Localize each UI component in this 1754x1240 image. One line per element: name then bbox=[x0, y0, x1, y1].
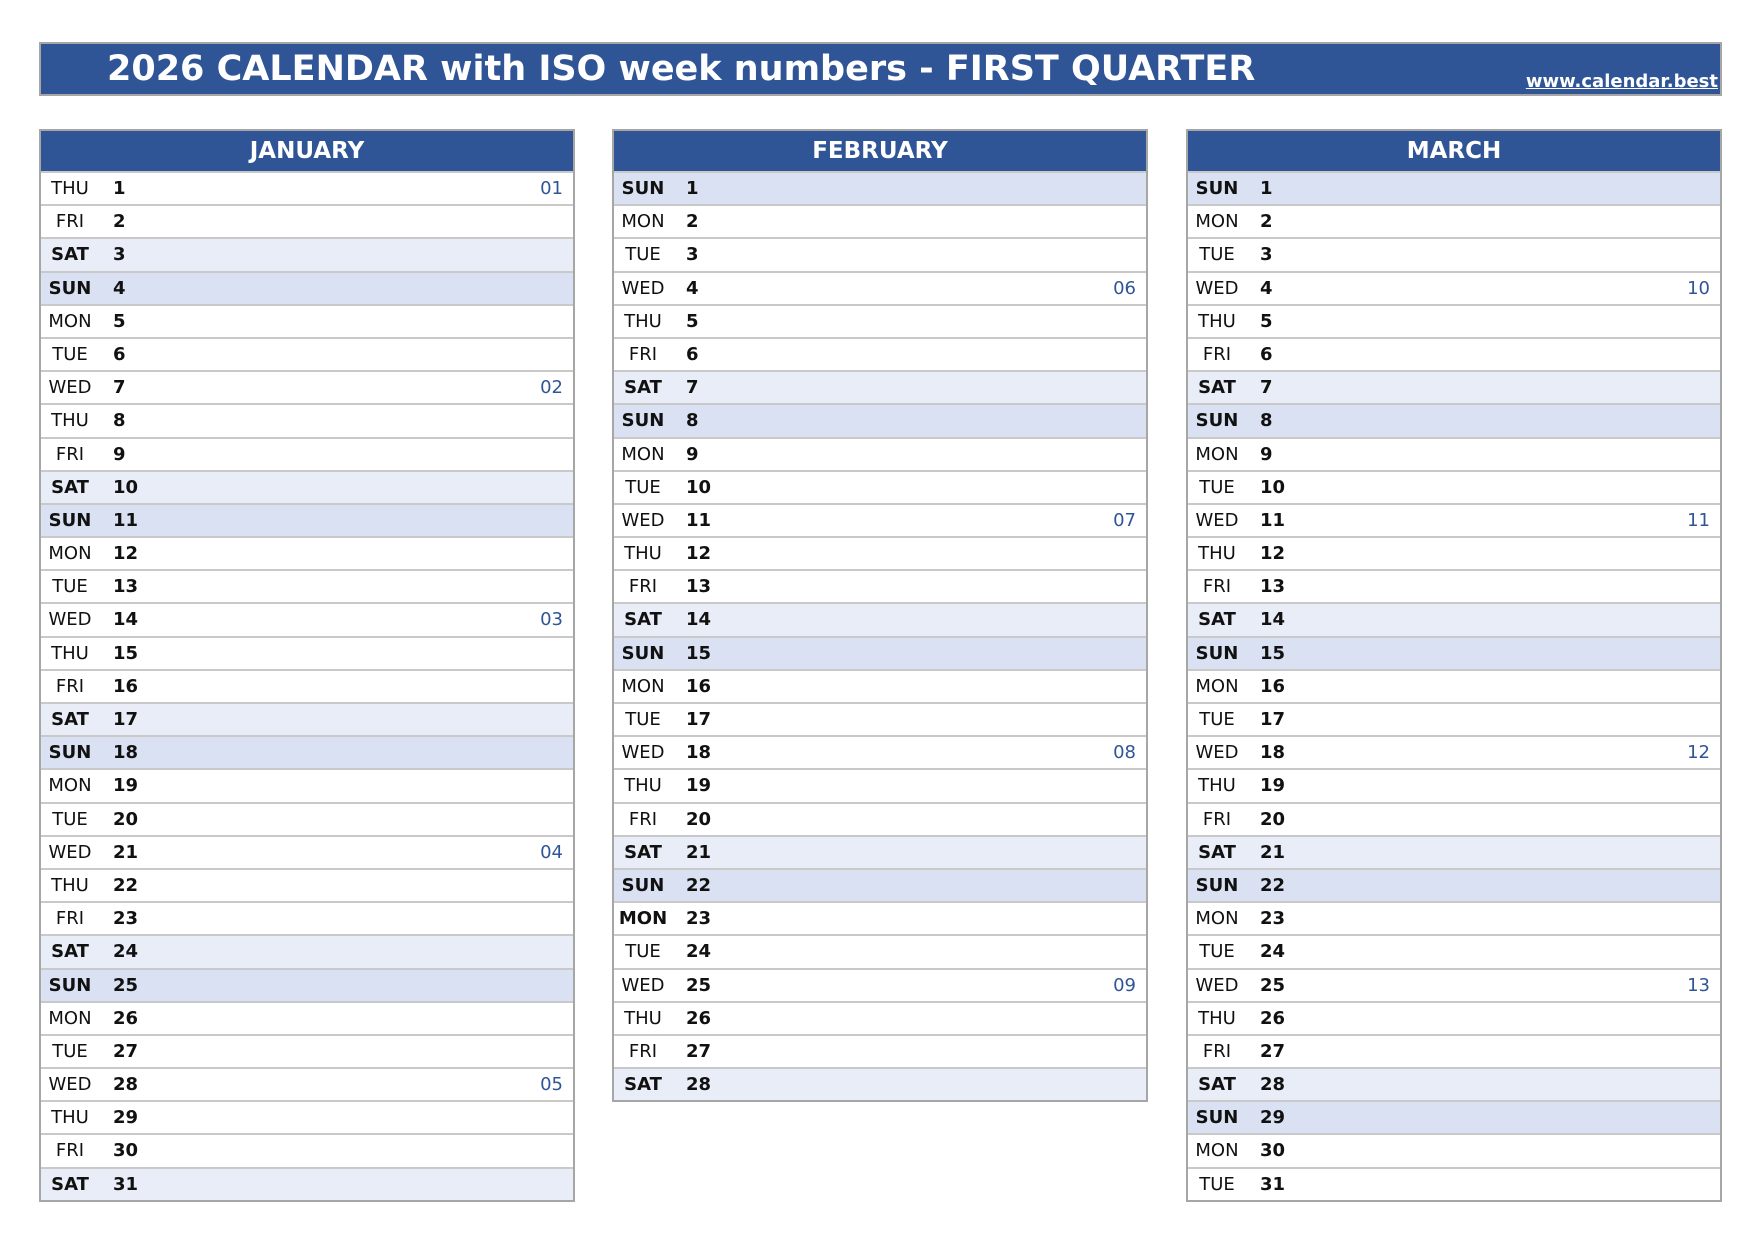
day-row bbox=[614, 968, 1146, 1001]
day-number: 21 bbox=[686, 841, 712, 863]
day-row bbox=[1188, 934, 1720, 967]
day-of-week: SUN bbox=[621, 642, 665, 664]
iso-week-number: 07 bbox=[1113, 509, 1136, 531]
day-of-week: SAT bbox=[624, 1074, 662, 1096]
day-row bbox=[41, 669, 573, 702]
day-row bbox=[1188, 1001, 1720, 1034]
day-number: 12 bbox=[686, 543, 712, 565]
day-row bbox=[41, 171, 573, 204]
day-row bbox=[41, 204, 573, 237]
day-number: 8 bbox=[113, 410, 126, 432]
day-row bbox=[1188, 370, 1720, 403]
day-number: 10 bbox=[686, 476, 712, 498]
day-row bbox=[1188, 768, 1720, 801]
day-row bbox=[1188, 403, 1720, 436]
day-number: 15 bbox=[1260, 642, 1286, 664]
day-row bbox=[614, 768, 1146, 801]
day-number: 7 bbox=[686, 377, 699, 399]
day-of-week: TUE bbox=[625, 244, 661, 266]
day-of-week: THU bbox=[624, 310, 662, 332]
day-of-week: WED bbox=[1195, 277, 1239, 299]
day-number: 6 bbox=[113, 343, 126, 365]
day-number: 29 bbox=[1260, 1107, 1286, 1129]
day-of-week: SAT bbox=[1198, 1074, 1236, 1096]
day-of-week: THU bbox=[51, 642, 89, 664]
day-number: 1 bbox=[113, 178, 126, 199]
day-row bbox=[614, 370, 1146, 403]
day-of-week: SAT bbox=[51, 941, 89, 963]
day-row bbox=[614, 1067, 1146, 1100]
day-number: 17 bbox=[113, 709, 139, 730]
day-number: 8 bbox=[1260, 410, 1273, 432]
day-row bbox=[614, 835, 1146, 868]
day-number: 24 bbox=[686, 941, 712, 963]
day-of-week: THU bbox=[51, 410, 89, 432]
day-of-week: THU bbox=[51, 178, 89, 199]
day-of-week: FRI bbox=[628, 576, 658, 598]
day-row bbox=[614, 503, 1146, 536]
day-of-week: TUE bbox=[1199, 476, 1235, 498]
day-number: 20 bbox=[113, 808, 139, 830]
day-number: 4 bbox=[1260, 277, 1273, 299]
day-of-week: TUE bbox=[625, 941, 661, 963]
day-row bbox=[1188, 470, 1720, 503]
day-number: 18 bbox=[1260, 742, 1286, 764]
day-row bbox=[1188, 503, 1720, 536]
day-of-week: THU bbox=[51, 874, 89, 896]
day-number: 28 bbox=[113, 1074, 139, 1096]
day-of-week: FRI bbox=[628, 808, 658, 830]
day-number: 21 bbox=[1260, 841, 1286, 863]
day-of-week: TUE bbox=[1199, 941, 1235, 963]
day-number: 16 bbox=[686, 675, 712, 697]
day-of-week: MON bbox=[621, 211, 665, 233]
day-number: 24 bbox=[1260, 941, 1286, 963]
day-of-week: THU bbox=[1198, 543, 1236, 565]
day-list bbox=[614, 171, 1146, 1100]
day-row bbox=[1188, 901, 1720, 934]
day-of-week: MON bbox=[48, 543, 92, 565]
day-of-week: WED bbox=[1195, 509, 1239, 531]
day-row bbox=[614, 337, 1146, 370]
day-of-week: MON bbox=[621, 675, 665, 697]
day-row bbox=[1188, 868, 1720, 901]
day-number: 22 bbox=[1260, 874, 1286, 896]
day-of-week: WED bbox=[1195, 974, 1239, 996]
day-row bbox=[614, 403, 1146, 436]
day-row bbox=[41, 304, 573, 337]
day-row bbox=[1188, 204, 1720, 237]
day-of-week: FRI bbox=[55, 1140, 85, 1162]
day-row bbox=[614, 1001, 1146, 1034]
day-row bbox=[1188, 271, 1720, 304]
day-number: 26 bbox=[1260, 1007, 1286, 1029]
day-number: 23 bbox=[113, 908, 139, 930]
day-number: 6 bbox=[1260, 343, 1273, 365]
day-of-week: SAT bbox=[51, 1173, 89, 1195]
day-row bbox=[1188, 669, 1720, 702]
day-of-week: WED bbox=[621, 742, 665, 764]
day-number: 9 bbox=[1260, 443, 1273, 465]
day-number: 10 bbox=[113, 476, 139, 498]
day-of-week: SAT bbox=[51, 476, 89, 498]
day-number: 18 bbox=[113, 742, 139, 764]
day-number: 19 bbox=[1260, 775, 1286, 797]
day-number: 15 bbox=[686, 642, 712, 664]
day-number: 31 bbox=[1260, 1173, 1286, 1195]
day-of-week: SAT bbox=[624, 841, 662, 863]
day-of-week: SAT bbox=[1198, 609, 1236, 631]
day-row bbox=[614, 204, 1146, 237]
day-number: 14 bbox=[113, 609, 139, 631]
day-number: 19 bbox=[686, 775, 712, 797]
day-number: 5 bbox=[113, 310, 126, 332]
day-of-week: TUE bbox=[52, 343, 88, 365]
day-number: 21 bbox=[113, 841, 139, 863]
day-row bbox=[614, 735, 1146, 768]
day-number: 13 bbox=[1260, 576, 1286, 598]
day-of-week: MON bbox=[1195, 908, 1239, 930]
day-list bbox=[1188, 171, 1720, 1200]
day-number: 12 bbox=[113, 543, 139, 565]
day-of-week: WED bbox=[621, 277, 665, 299]
month-march bbox=[1186, 129, 1722, 1202]
day-row bbox=[614, 536, 1146, 569]
day-row bbox=[41, 868, 573, 901]
day-list bbox=[41, 171, 573, 1200]
day-row bbox=[1188, 1067, 1720, 1100]
day-of-week: SUN bbox=[48, 277, 92, 299]
day-number: 2 bbox=[113, 211, 126, 233]
iso-week-number: 02 bbox=[540, 377, 563, 399]
day-of-week: FRI bbox=[55, 211, 85, 233]
day-of-week: SUN bbox=[1195, 178, 1239, 199]
month-february bbox=[612, 129, 1148, 1102]
day-row bbox=[41, 1001, 573, 1034]
day-number: 15 bbox=[113, 642, 139, 664]
day-row bbox=[614, 602, 1146, 635]
day-of-week: TUE bbox=[625, 709, 661, 730]
day-of-week: SAT bbox=[51, 709, 89, 730]
day-of-week: SUN bbox=[1195, 410, 1239, 432]
day-row bbox=[614, 934, 1146, 967]
day-number: 8 bbox=[686, 410, 699, 432]
day-of-week: MON bbox=[618, 908, 668, 930]
page-title: 2026 CALENDAR with ISO week numbers - FIRST QUARTER bbox=[107, 49, 1256, 89]
day-of-week: TUE bbox=[52, 808, 88, 830]
day-row bbox=[1188, 237, 1720, 270]
day-row bbox=[1188, 437, 1720, 470]
iso-week-number: 05 bbox=[540, 1074, 563, 1096]
day-of-week: FRI bbox=[55, 675, 85, 697]
day-number: 1 bbox=[686, 178, 699, 199]
day-row bbox=[41, 503, 573, 536]
iso-week-number: 12 bbox=[1687, 742, 1710, 764]
day-of-week: WED bbox=[621, 509, 665, 531]
day-of-week: WED bbox=[1195, 742, 1239, 764]
day-row bbox=[1188, 536, 1720, 569]
day-of-week: THU bbox=[624, 775, 662, 797]
day-number: 3 bbox=[113, 244, 126, 266]
day-number: 26 bbox=[686, 1007, 712, 1029]
day-of-week: WED bbox=[48, 1074, 92, 1096]
day-row bbox=[614, 868, 1146, 901]
day-number: 4 bbox=[113, 277, 126, 299]
day-of-week: FRI bbox=[55, 908, 85, 930]
day-row bbox=[614, 669, 1146, 702]
day-number: 25 bbox=[686, 974, 712, 996]
day-number: 17 bbox=[686, 709, 712, 730]
day-number: 25 bbox=[1260, 974, 1286, 996]
day-of-week: FRI bbox=[1202, 343, 1232, 365]
day-row bbox=[41, 702, 573, 735]
day-row bbox=[614, 304, 1146, 337]
day-row bbox=[614, 1034, 1146, 1067]
day-of-week: FRI bbox=[628, 1040, 658, 1062]
day-number: 27 bbox=[1260, 1040, 1286, 1062]
day-of-week: WED bbox=[48, 841, 92, 863]
day-row bbox=[614, 470, 1146, 503]
day-number: 2 bbox=[686, 211, 699, 233]
month-header: FEBRUARY bbox=[614, 131, 1146, 171]
iso-week-number: 04 bbox=[540, 841, 563, 863]
day-row bbox=[1188, 304, 1720, 337]
day-number: 5 bbox=[1260, 310, 1273, 332]
day-number: 11 bbox=[1260, 509, 1286, 531]
day-number: 28 bbox=[1260, 1074, 1286, 1096]
day-number: 22 bbox=[113, 874, 139, 896]
day-row bbox=[614, 437, 1146, 470]
day-of-week: MON bbox=[1195, 211, 1239, 233]
day-of-week: THU bbox=[51, 1107, 89, 1129]
day-row bbox=[41, 237, 573, 270]
day-of-week: SUN bbox=[1195, 642, 1239, 664]
day-of-week: MON bbox=[48, 310, 92, 332]
day-number: 4 bbox=[686, 277, 699, 299]
iso-week-number: 08 bbox=[1113, 742, 1136, 764]
iso-week-number: 06 bbox=[1113, 277, 1136, 299]
iso-week-number: 11 bbox=[1687, 509, 1710, 531]
day-row bbox=[41, 403, 573, 436]
day-row bbox=[41, 934, 573, 967]
day-of-week: SUN bbox=[621, 874, 665, 896]
day-of-week: SAT bbox=[51, 244, 89, 266]
day-of-week: FRI bbox=[55, 443, 85, 465]
day-row bbox=[41, 1067, 573, 1100]
day-of-week: TUE bbox=[1199, 1173, 1235, 1195]
day-row bbox=[614, 702, 1146, 735]
day-of-week: MON bbox=[48, 775, 92, 797]
day-of-week: MON bbox=[1195, 443, 1239, 465]
day-row bbox=[41, 569, 573, 602]
day-of-week: SAT bbox=[624, 377, 662, 399]
day-number: 11 bbox=[686, 509, 712, 531]
day-number: 13 bbox=[686, 576, 712, 598]
day-of-week: MON bbox=[48, 1007, 92, 1029]
day-row bbox=[1188, 602, 1720, 635]
day-of-week: MON bbox=[1195, 1140, 1239, 1162]
month-header: MARCH bbox=[1188, 131, 1720, 171]
day-number: 12 bbox=[1260, 543, 1286, 565]
day-number: 5 bbox=[686, 310, 699, 332]
day-number: 20 bbox=[1260, 808, 1286, 830]
day-number: 9 bbox=[113, 443, 126, 465]
day-of-week: FRI bbox=[1202, 576, 1232, 598]
day-of-week: SUN bbox=[48, 742, 92, 764]
day-of-week: TUE bbox=[1199, 244, 1235, 266]
day-row bbox=[41, 437, 573, 470]
day-number: 22 bbox=[686, 874, 712, 896]
day-number: 31 bbox=[113, 1173, 139, 1195]
day-of-week: FRI bbox=[628, 343, 658, 365]
day-row bbox=[1188, 1167, 1720, 1200]
iso-week-number: 01 bbox=[540, 178, 563, 199]
day-number: 16 bbox=[113, 675, 139, 697]
day-row bbox=[614, 802, 1146, 835]
day-row bbox=[1188, 802, 1720, 835]
day-row bbox=[41, 636, 573, 669]
day-of-week: WED bbox=[48, 377, 92, 399]
day-row bbox=[41, 802, 573, 835]
day-row bbox=[614, 636, 1146, 669]
day-row bbox=[614, 569, 1146, 602]
day-number: 7 bbox=[113, 377, 126, 399]
day-number: 10 bbox=[1260, 476, 1286, 498]
day-row bbox=[41, 337, 573, 370]
day-of-week: SAT bbox=[1198, 377, 1236, 399]
day-row bbox=[41, 1133, 573, 1166]
day-of-week: WED bbox=[621, 974, 665, 996]
day-row bbox=[41, 768, 573, 801]
day-row bbox=[1188, 569, 1720, 602]
day-number: 30 bbox=[113, 1140, 139, 1162]
day-row bbox=[1188, 835, 1720, 868]
iso-week-number: 10 bbox=[1687, 277, 1710, 299]
day-row bbox=[41, 602, 573, 635]
day-number: 29 bbox=[113, 1107, 139, 1129]
day-number: 19 bbox=[113, 775, 139, 797]
day-row bbox=[1188, 1034, 1720, 1067]
day-number: 23 bbox=[686, 908, 712, 930]
day-row bbox=[1188, 735, 1720, 768]
month-january bbox=[39, 129, 575, 1202]
day-of-week: TUE bbox=[52, 1040, 88, 1062]
day-row bbox=[1188, 702, 1720, 735]
day-row bbox=[614, 901, 1146, 934]
day-row bbox=[614, 271, 1146, 304]
day-of-week: MON bbox=[621, 443, 665, 465]
day-row bbox=[41, 370, 573, 403]
day-of-week: SUN bbox=[621, 178, 665, 199]
day-row bbox=[1188, 968, 1720, 1001]
day-row bbox=[1188, 337, 1720, 370]
day-number: 14 bbox=[1260, 609, 1286, 631]
day-number: 1 bbox=[1260, 178, 1273, 199]
day-of-week: THU bbox=[624, 543, 662, 565]
day-row bbox=[41, 1167, 573, 1200]
day-row bbox=[41, 835, 573, 868]
day-row bbox=[614, 237, 1146, 270]
day-of-week: SAT bbox=[1198, 841, 1236, 863]
day-number: 16 bbox=[1260, 675, 1286, 697]
day-of-week: FRI bbox=[1202, 808, 1232, 830]
day-number: 30 bbox=[1260, 1140, 1286, 1162]
iso-week-number: 09 bbox=[1113, 974, 1136, 996]
day-of-week: SUN bbox=[1195, 874, 1239, 896]
day-number: 17 bbox=[1260, 709, 1286, 730]
day-row bbox=[41, 470, 573, 503]
day-of-week: THU bbox=[1198, 310, 1236, 332]
day-row bbox=[41, 271, 573, 304]
day-row bbox=[41, 536, 573, 569]
day-of-week: TUE bbox=[625, 476, 661, 498]
day-number: 11 bbox=[113, 509, 139, 531]
day-of-week: MON bbox=[1195, 675, 1239, 697]
day-number: 14 bbox=[686, 609, 712, 631]
iso-week-number: 03 bbox=[540, 609, 563, 631]
website-link[interactable]: www.calendar.best bbox=[1525, 71, 1718, 92]
day-number: 28 bbox=[686, 1074, 712, 1096]
day-of-week: TUE bbox=[1199, 709, 1235, 730]
day-of-week: SUN bbox=[48, 509, 92, 531]
day-of-week: SUN bbox=[1195, 1107, 1239, 1129]
day-row bbox=[41, 1100, 573, 1133]
day-number: 9 bbox=[686, 443, 699, 465]
day-row bbox=[41, 1034, 573, 1067]
day-number: 20 bbox=[686, 808, 712, 830]
day-number: 26 bbox=[113, 1007, 139, 1029]
day-of-week: THU bbox=[1198, 775, 1236, 797]
day-of-week: THU bbox=[624, 1007, 662, 1029]
month-header: JANUARY bbox=[41, 131, 573, 171]
day-number: 24 bbox=[113, 941, 139, 963]
day-of-week: SUN bbox=[48, 974, 92, 996]
day-row bbox=[614, 171, 1146, 204]
day-of-week: THU bbox=[1198, 1007, 1236, 1029]
day-number: 27 bbox=[686, 1040, 712, 1062]
day-of-week: WED bbox=[48, 609, 92, 631]
day-row bbox=[1188, 636, 1720, 669]
day-number: 3 bbox=[686, 244, 699, 266]
day-of-week: SUN bbox=[621, 410, 665, 432]
day-row bbox=[41, 901, 573, 934]
day-row bbox=[41, 968, 573, 1001]
day-row bbox=[41, 735, 573, 768]
day-number: 18 bbox=[686, 742, 712, 764]
day-number: 23 bbox=[1260, 908, 1286, 930]
day-number: 6 bbox=[686, 343, 699, 365]
day-number: 27 bbox=[113, 1040, 139, 1062]
day-row bbox=[1188, 1133, 1720, 1166]
day-row bbox=[1188, 171, 1720, 204]
day-of-week: TUE bbox=[52, 576, 88, 598]
day-number: 3 bbox=[1260, 244, 1273, 266]
day-number: 13 bbox=[113, 576, 139, 598]
iso-week-number: 13 bbox=[1687, 974, 1710, 996]
day-number: 7 bbox=[1260, 377, 1273, 399]
day-of-week: FRI bbox=[1202, 1040, 1232, 1062]
day-of-week: SAT bbox=[624, 609, 662, 631]
day-number: 2 bbox=[1260, 211, 1273, 233]
title-bar bbox=[39, 42, 1722, 96]
day-row bbox=[1188, 1100, 1720, 1133]
day-number: 25 bbox=[113, 974, 139, 996]
